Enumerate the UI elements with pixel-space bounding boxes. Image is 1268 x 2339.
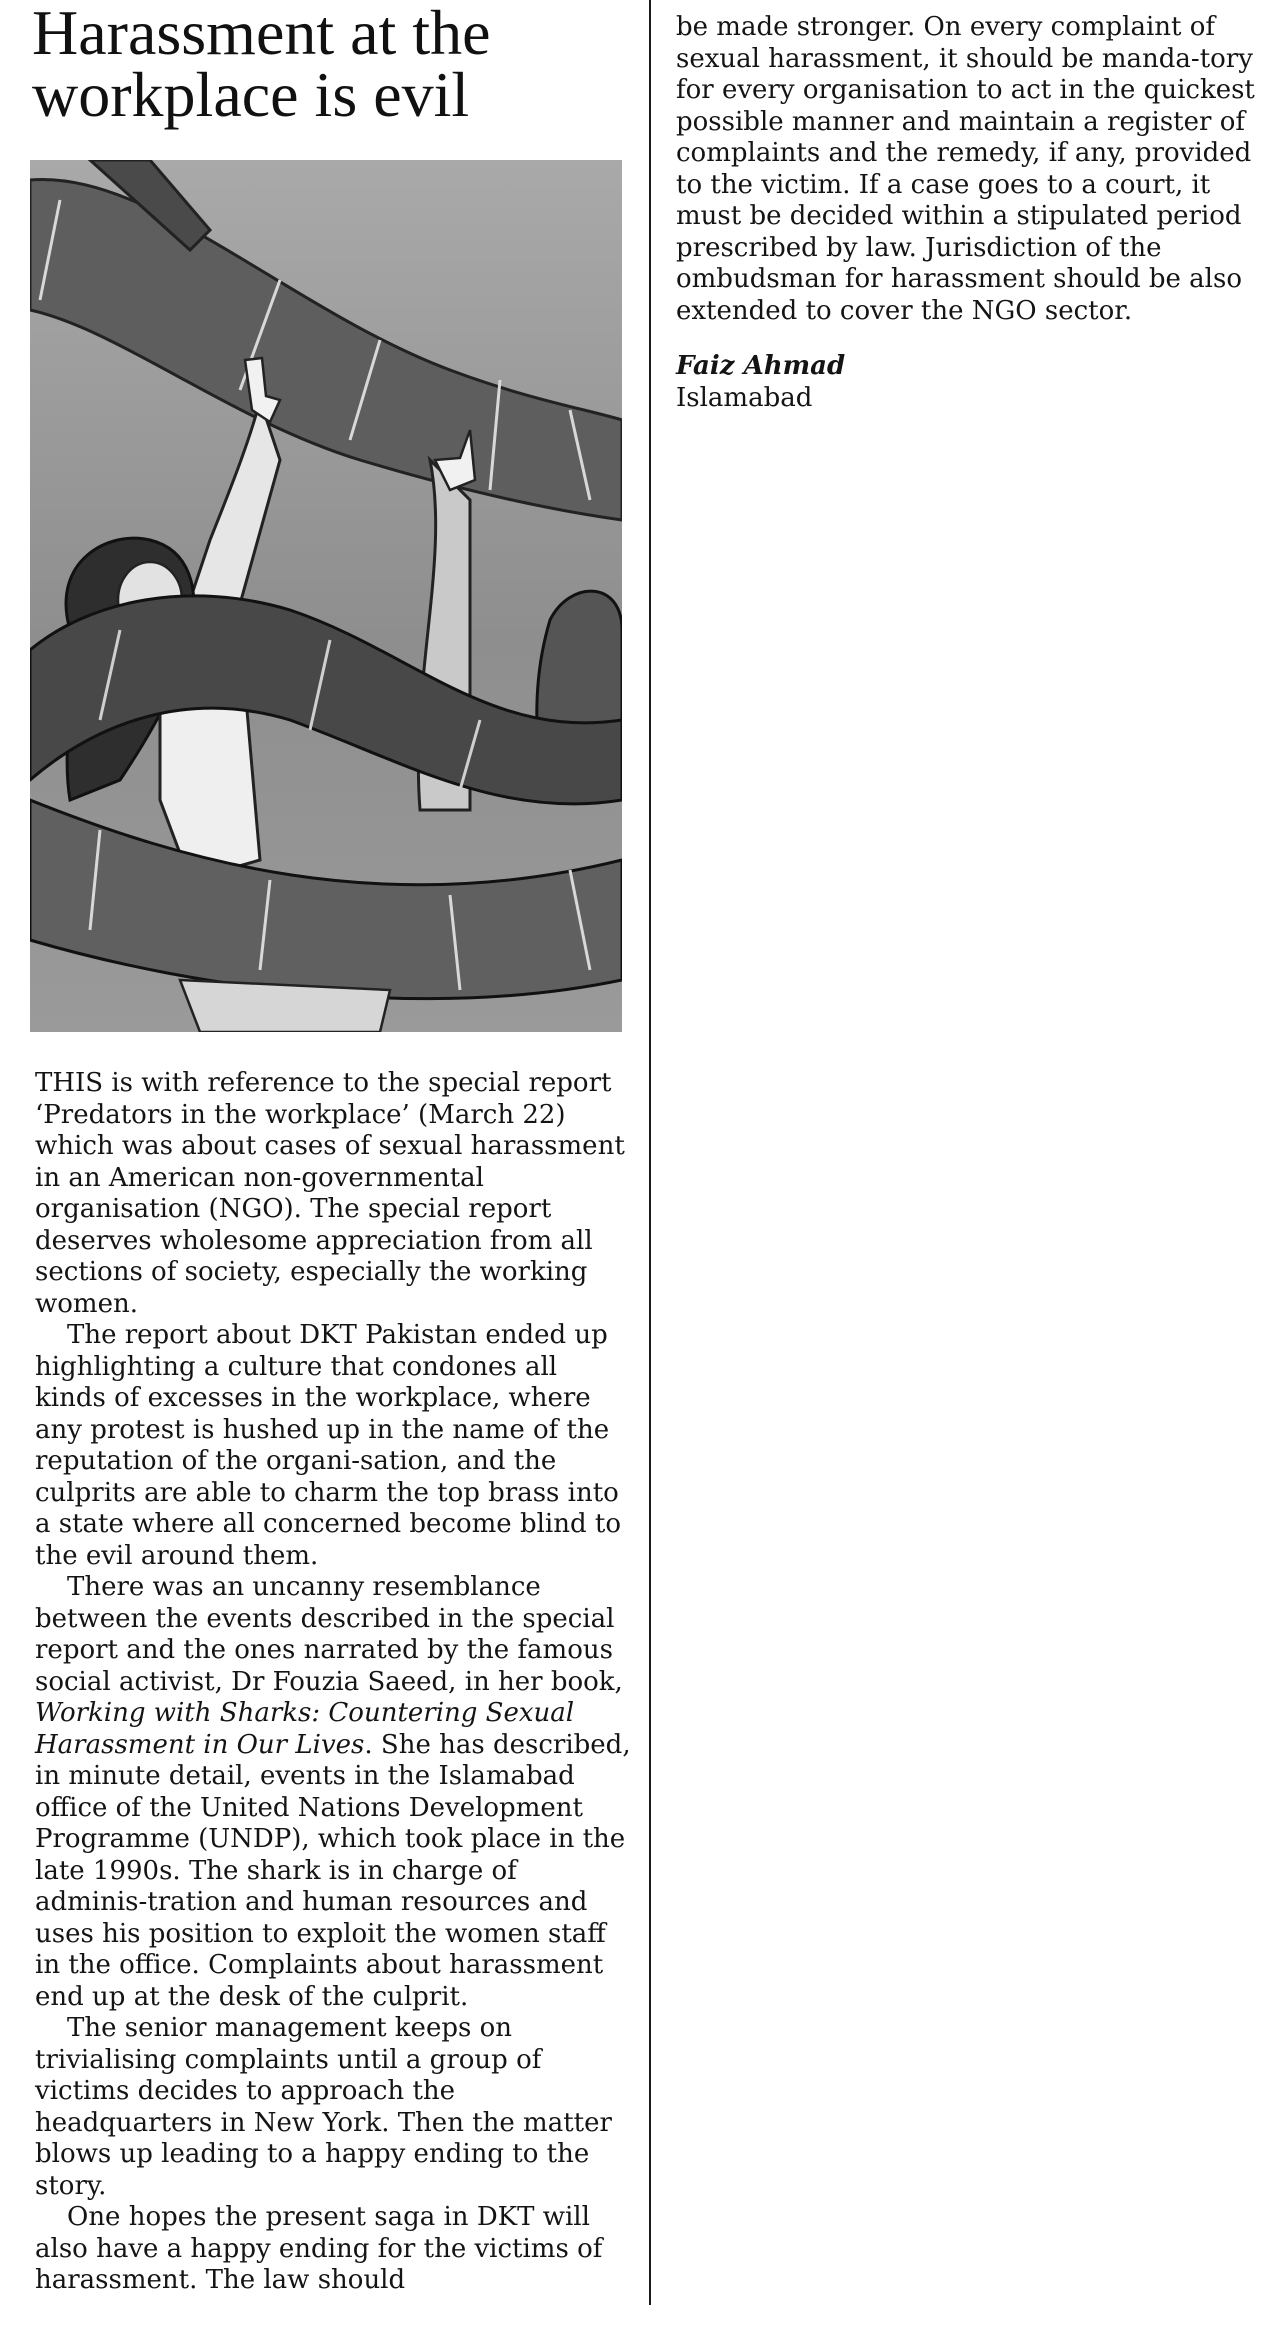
article-body-right-column	[676, 12, 1268, 414]
book-title: Working with Sharks: Countering Sexual Harassment in Our Lives	[35, 1698, 575, 1760]
paragraph-4: The senior management keeps on trivialising complaints until a group of victims decides to approach the headquarters in New York. Then the matter blows up leading to a happy ending to the story.	[35, 2013, 612, 2201]
paragraph-3	[35, 1572, 635, 2013]
paragraph-2: The report about DKT Pakistan ended up highlighting a culture that condones all kinds of excesses in the workplace, where any protest is hushed up in the name of the reputation of the organi-sation, and the culprits are able to charm the top brass into a state where all concerned become blind to the evil around them.	[35, 1320, 621, 1571]
headline	[32, 0, 632, 130]
column-divider	[649, 0, 651, 2305]
paragraph-1: THIS is with reference to the special report ‘Predators in the workplace’ (March 22) which was about cases of sexual harassment in an American non-governmental organisation (NGO). The special report deserves wholesome appreciation from all sections of society, especially the working women.	[35, 1068, 625, 1319]
paragraph-5: One hopes the present saga in DKT will also have a happy ending for the victims of harassment. The law should	[35, 2202, 603, 2295]
author-name: Faiz Ahmad	[676, 351, 846, 381]
article-body-left-column	[35, 1068, 635, 2297]
illustration-image	[30, 160, 622, 1032]
paragraph-continuation: be made stronger. On every complaint of sexual harassment, it should be manda-tory for every organisation to act in the quickest possible manner and maintain a register of complaints and the remedy, if any, provided to the victim. If a case goes to a court, it must be decided within a stipulated period prescribed by law. Jurisdiction of the ombudsman for harassment should be also extended to cover the NGO sector.	[676, 12, 1255, 326]
author-city: Islamabad	[676, 382, 813, 413]
paragraph-3-tail: . She has described, in minute detail, events in the Islamabad office of the United Nations Development Programme (UNDP), which took place in the late 1990s. The shark is in charge of adminis-tration and human resources and uses his position to exploit the women staff in the office. Complaints about harassment end up at the desk of the culprit.	[35, 1729, 631, 2012]
paragraph-3-lead: There was an uncanny resemblance between the events described in the special report and the ones narrated by the famous social activist, Dr Fouzia Saeed, in her book,	[35, 1572, 623, 1697]
headline-line-2: workplace is evil	[32, 59, 470, 130]
headline-line-1: Harassment at the	[32, 0, 491, 68]
